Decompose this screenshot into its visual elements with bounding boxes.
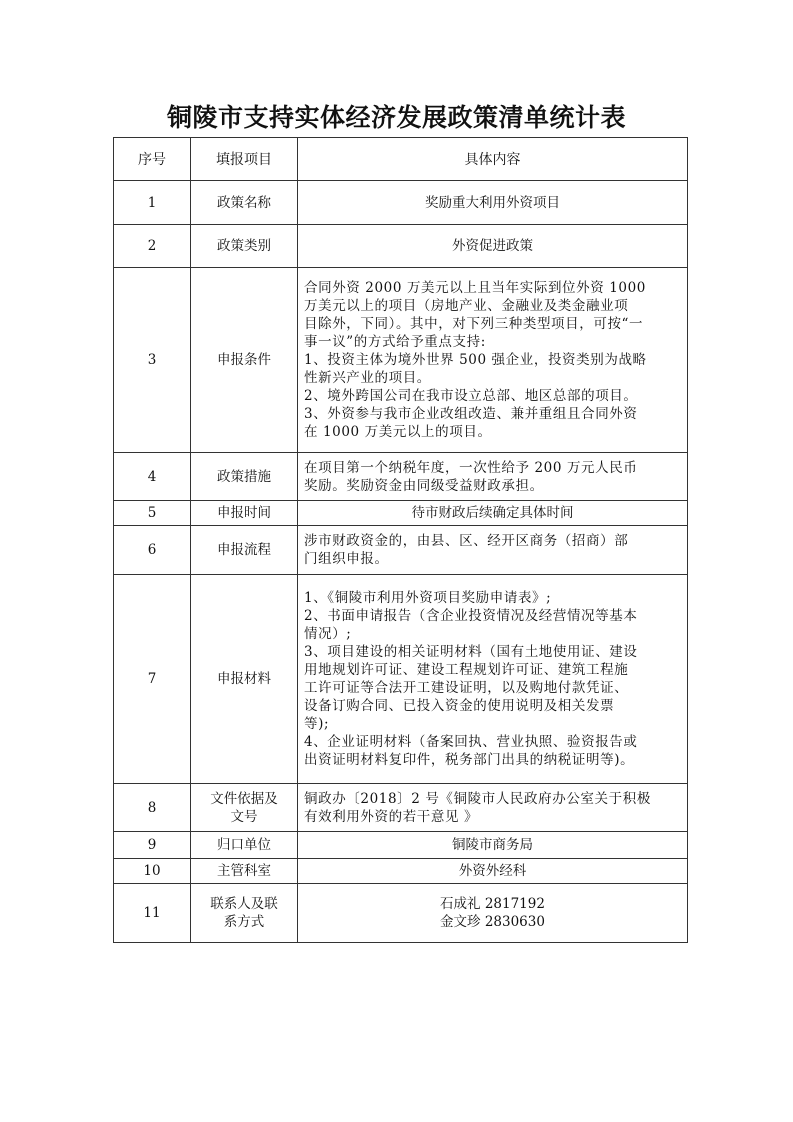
row-content: 外资外经科: [298, 859, 688, 884]
row-no: 5: [114, 501, 191, 526]
header-content: 具体内容: [298, 138, 688, 181]
row-item: 归口单位: [191, 832, 298, 859]
table-row: [114, 268, 688, 453]
row-content: 在项目第一个纳税年度，一次性给予 200 万元人民币 奖励。奖励资金由同级受益财政承担。: [298, 453, 688, 501]
table-row: [114, 453, 688, 501]
row-content: 外资促进政策: [298, 225, 688, 268]
row-no: 2: [114, 225, 191, 268]
row-content: 1、《铜陵市利用外资项目奖励申请表》; 2、书面申请报告（含企业投资情况及经营情况等基本 情况）; 3、项目建设的相关证明材料（国有土地使用证、建设 用地规划许可证、建设工程规划许可证、建筑工程施 工许可证等合法开工建设证明，以及购地付款凭证、 设备订购合同、已投入资金的使用说明及相关发票 等); 4、企业证明材料（备案回执、营业执照、验资报告或 出资证明材料复印件，税务部门出具的纳税证明等)。: [298, 575, 688, 784]
header-item: 填报项目: [191, 138, 298, 181]
row-content: 铜政办〔2018〕2 号《铜陵市人民政府办公室关于积极 有效利用外资的若干意见 》: [298, 784, 688, 832]
row-no: 10: [114, 859, 191, 884]
row-no: 9: [114, 832, 191, 859]
row-item: 申报流程: [191, 526, 298, 575]
row-item: 政策措施: [191, 453, 298, 501]
table-row: [114, 501, 688, 526]
table-row: [114, 526, 688, 575]
row-no: 7: [114, 575, 191, 784]
row-item: 申报材料: [191, 575, 298, 784]
row-content: 石成礼 2817192 金文珍 2830630: [298, 884, 688, 943]
header-no: 序号: [114, 138, 191, 181]
table-row: [114, 225, 688, 268]
row-no: 6: [114, 526, 191, 575]
document-title: 铜陵市支持实体经济发展政策清单统计表: [166, 103, 626, 132]
row-item: 申报时间: [191, 501, 298, 526]
row-item: 政策名称: [191, 181, 298, 225]
policy-table: [113, 137, 688, 943]
row-item: 政策类别: [191, 225, 298, 268]
row-item: 主管科室: [191, 859, 298, 884]
row-content: 待市财政后续确定具体时间: [298, 501, 688, 526]
row-no: 1: [114, 181, 191, 225]
table-row: [114, 832, 688, 859]
table-row: [114, 575, 688, 784]
row-no: 4: [114, 453, 191, 501]
table-row: [114, 181, 688, 225]
row-item: 文件依据及 文号: [191, 784, 298, 832]
table-header-row: [114, 138, 688, 181]
table-row: [114, 784, 688, 832]
table-row: [114, 884, 688, 943]
row-item: 联系人及联 系方式: [191, 884, 298, 943]
row-no: 3: [114, 268, 191, 453]
row-item: 申报条件: [191, 268, 298, 453]
table-row: [114, 859, 688, 884]
row-no: 8: [114, 784, 191, 832]
row-content: 涉市财政资金的，由县、区、经开区商务（招商）部 门组织申报。: [298, 526, 688, 575]
row-content: 奖励重大利用外资项目: [298, 181, 688, 225]
row-content: 合同外资 2000 万美元以上且当年实际到位外资 1000 万美元以上的项目（房地产业、金融业及类金融业项 目除外，下同）。其中，对下列三种类型项目，可按“一 事一议”的方式给予重点支持: 1、投资主体为境外世界 500 强企业，投资类别为战略 性新兴产业的项目。 2、境外跨国公司在我市设立总部、地区总部的项目。 3、外资参与我市企业改组改造、兼并重组且合同外资 在 1000 万美元以上的项目。: [298, 268, 688, 453]
row-no: 11: [114, 884, 191, 943]
row-content: 铜陵市商务局: [298, 832, 688, 859]
